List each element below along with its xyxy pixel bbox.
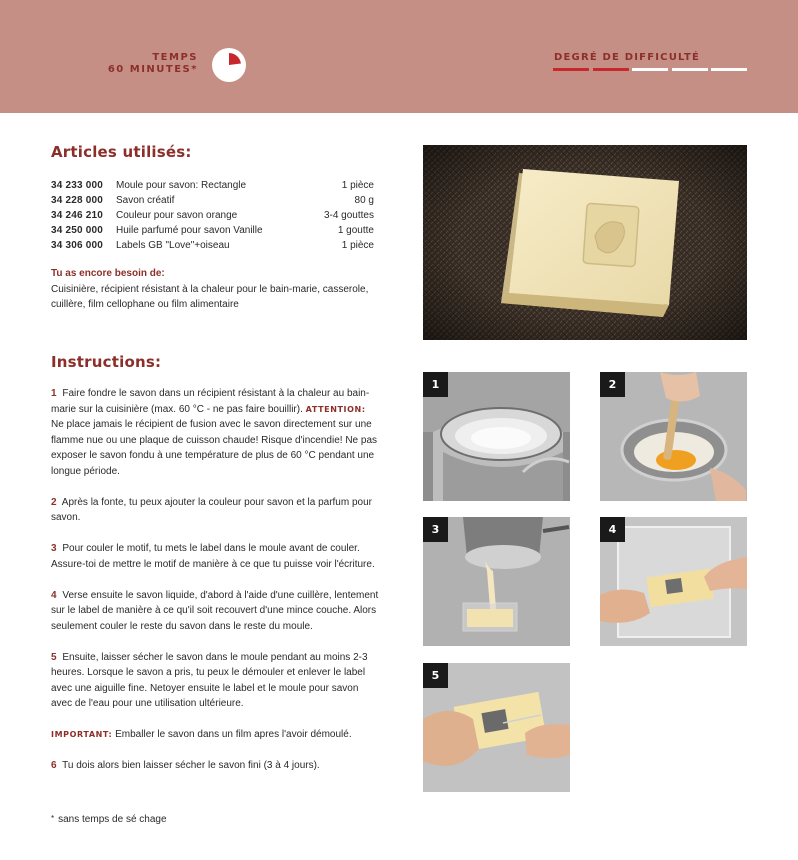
footnote-text: sans temps de sé chage	[58, 814, 167, 825]
article-quantity: 3-4 gouttes	[323, 210, 374, 221]
article-number: 34 250 000	[51, 225, 104, 236]
step-1-photo	[423, 372, 570, 501]
difficulty-meter	[553, 68, 747, 71]
article-name: Huile parfumé pour savon Vanille	[116, 225, 263, 236]
step-6-number: 6	[51, 760, 57, 771]
article-quantity: 1 goutte	[337, 225, 374, 236]
instructions-title: Instructions:	[51, 353, 162, 371]
step-5-text: Ensuite, laisser sécher le savon dans le moule pendant au moins 2-3 heures. Lorsque le savon a pris, tu peux le démouler et enlever le label avec une aiguille fine. Netoyer ensuite le label et le moule pour savon avec de l'eau pour une utilisation ultérieure.	[51, 651, 368, 709]
difficulty-bar	[672, 68, 708, 71]
step-4-text: Verse ensuite le savon liquide, d'abord à l'aide d'une cuillère, lentement sur le label de manière à ce qu'il soit recouvert d'une mince couche. Alors seulement couler le reste du savon dans le reste du moule.	[51, 589, 379, 632]
footnote-star: *	[51, 814, 55, 823]
article-number: 34 306 000	[51, 240, 104, 251]
step-1-badge: 1	[423, 372, 448, 397]
difficulty-bar	[593, 68, 629, 71]
attention-text: Ne place jamais le récipient de fusion avec le savon directement sur une flamme nue ou une plaque de cuisson chaude! Risque d'incendie! Ne pas exposer le savon fondu à une température de plus de 60 °C pendant une longue période.	[51, 419, 378, 477]
article-row	[51, 178, 374, 193]
step-1-text: Faire fondre le savon dans un récipient résistant à la chaleur au bain-marie sur la cuisinière (max. 60 °C - ne pas faire bouillir).	[51, 388, 370, 415]
step-1	[51, 386, 379, 479]
step-4	[51, 588, 379, 635]
difficulty-bar	[711, 68, 747, 71]
important-note	[51, 727, 379, 743]
important-text: Emballer le savon dans un film apres l'avoir démoulé.	[115, 729, 352, 740]
article-number: 34 246 210	[51, 210, 104, 221]
step-5-photo	[423, 663, 570, 792]
step-3-badge: 3	[423, 517, 448, 542]
article-name: Moule pour savon: Rectangle	[116, 180, 247, 191]
step-1-number: 1	[51, 388, 57, 399]
step-5-badge: 5	[423, 663, 448, 688]
article-row	[51, 223, 374, 238]
clock-icon	[212, 48, 246, 82]
step-2-photo	[600, 372, 747, 501]
needs-text: Cuisinière, récipient résistant à la chaleur pour le bain-marie, casserole, cuillère, film cellophane ou film alimentaire	[51, 284, 369, 310]
header-banner	[0, 0, 798, 113]
needs-title: Tu as encore besoin de:	[51, 268, 165, 279]
article-row	[51, 208, 374, 223]
attention-label: ATTENTION:	[305, 404, 366, 414]
time-label-line2: 60 MINUTES*	[107, 64, 198, 75]
step-6	[51, 758, 379, 774]
articles-title: Articles utilisés:	[51, 143, 192, 161]
step-3	[51, 541, 379, 572]
important-label: IMPORTANT:	[51, 730, 113, 739]
time-label-line1: TEMPS	[152, 52, 198, 63]
step-3-photo	[423, 517, 570, 646]
step-2-badge: 2	[600, 372, 625, 397]
article-quantity: 1 pièce	[341, 180, 374, 191]
step-2-text: Après la fonte, tu peux ajouter la couleur pour savon et la parfum pour savon.	[51, 496, 372, 523]
article-row	[51, 238, 374, 253]
articles-list	[51, 178, 374, 253]
step-6-text: Tu dois alors bien laisser sécher le savon fini (3 à 4 jours).	[62, 760, 320, 771]
finished-soap-photo	[423, 145, 747, 340]
step-3-number: 3	[51, 543, 57, 554]
step-5-number: 5	[51, 651, 57, 663]
article-name: Savon créatif	[116, 195, 175, 206]
step-4-badge: 4	[600, 517, 625, 542]
article-quantity: 80 g	[354, 195, 374, 206]
step-4-photo	[600, 517, 747, 646]
step-4-number: 4	[51, 589, 57, 601]
instructions-body	[51, 386, 379, 789]
step-3-text: Pour couler le motif, tu mets le label dans le moule avant de couler. Assure-toi de mettre le motif de manière à ce que tu puisse voir l'écriture.	[51, 543, 375, 570]
article-name: Labels GB "Love"+oiseau	[116, 240, 230, 251]
article-number: 34 228 000	[51, 195, 104, 206]
difficulty-bar	[553, 68, 589, 71]
article-quantity: 1 pièce	[341, 240, 374, 251]
footnote	[51, 814, 167, 825]
step-5	[51, 650, 379, 712]
difficulty-title: DEGRÉ DE DIFFICULTÉ	[554, 52, 700, 63]
article-row	[51, 193, 374, 208]
step-2-number: 2	[51, 496, 57, 508]
article-number: 34 233 000	[51, 180, 104, 191]
difficulty-bar	[632, 68, 668, 71]
article-name: Couleur pour savon orange	[116, 210, 238, 221]
step-2	[51, 495, 379, 526]
time-label	[108, 52, 198, 76]
